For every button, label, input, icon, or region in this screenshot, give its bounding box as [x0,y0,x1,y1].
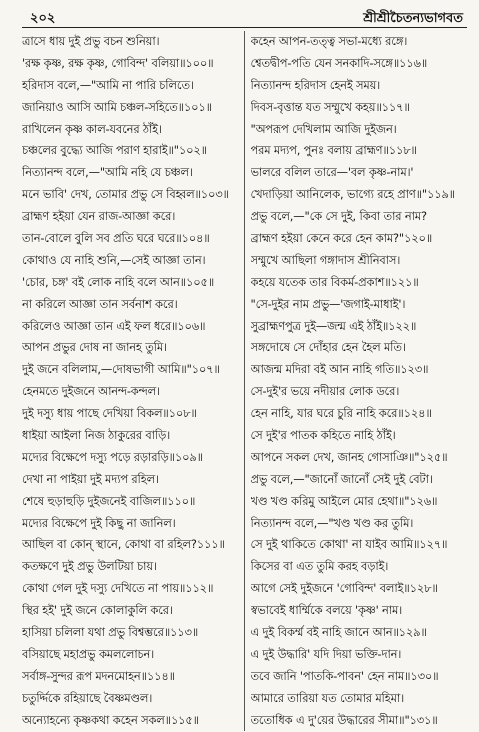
verse-line: এ দুই উদ্ধারি' যদি দিয়া ভক্তি-দান। [250,646,402,661]
verse-line: "সে-দুইর নাম প্রভু—'জগাই-মাধাই'। [250,296,406,311]
verse-line: জানিয়াও আসি আমি চঞ্চল-সহিতে॥১০১॥ [22,99,212,114]
verse-line: 'চোর, চঙ্গ' বই লোক নাহি বলে আন॥১০৫॥ [22,274,215,289]
verse-line: ভালরে বলিল তারে—'বল কৃষ্ণ-নাম।' [250,165,414,180]
verse-line: শ্বেতদ্বীপ-পতি যেন সনকাদি-সঙ্গে॥১১৬॥ [250,55,428,70]
verse-line: "অপরূপ দেখিলাম আজি দুইজন। [250,121,397,136]
header-rule [22,27,467,28]
column-divider [244,31,245,731]
verse-line: নিত্যানন্দ হরিদাস হেনই সময়। [250,77,381,92]
verse-line: তবে জানি 'পাতকি-পাবন' হেন নাম॥১৩০॥ [250,668,439,683]
verse-line: তান-বোলে বুলি সব প্রতি ঘরে ঘরে॥১০৪॥ [22,231,210,246]
verse-line: কতক্ষণে দুই প্রভু উলটিয়া চায়। [22,559,157,574]
verse-line: মনে ভাবি' দেখ, তোমার প্রভু সে বিহ্বল॥১০৩॥ [22,187,229,202]
verse-line: কিসের বা এত তুমি করহ বড়াই। [250,559,389,574]
verse-line: পরম মদ্যপ, পুনঃ বলায় ব্রাহ্মণ॥১১৮॥ [250,143,417,158]
verse-line: মদ্যের বিক্ষেপে দস্যু পড়ে রড়ারড়ি॥১০৯॥ [22,449,203,464]
verse-line: দেখা না পাইয়া দুই মদ্যপ রহিল। [22,471,159,486]
verse-line: ততোধিক এ দু'য়ের উদ্ধারের সীমা॥"১৩১॥ [250,712,438,727]
verse-line: ব্রাহ্মণ হইয়া কেনে করে হেন কাম?"১২০॥ [250,231,433,246]
verse-line: সে-দুই'র ভয়ে নদীয়ার লোক ডরে। [250,384,400,399]
verse-line: প্রভু বলে,—"জানোঁ জানোঁ সেই দুই বেটা। [250,471,433,486]
verse-line: দুই দস্যু ধায় পাছে দেখিয়া বিকল॥১০৮॥ [22,406,197,421]
verse-line: আমারে তারিয়া যত তোমার মহিমা। [250,690,405,705]
verse-line: হরিদাস বলে,—"আমি না পারি চলিতে। [22,77,194,92]
verse-line: আপনে সকল দেখ, জানহ গোসাঞি॥"১২৫॥ [250,449,448,464]
verse-line: আজন্ম মদিরা বই আন নাহি গতি॥১২৩॥ [250,362,429,377]
verse-line: দুই জনে বলিলাম,—দোষভাগী আমি॥"১০৭॥ [22,362,220,377]
verse-line: করিলেও আজ্ঞা তান এই ফল ধরে॥১০৬॥ [22,318,206,333]
verse-line: হেনমতে দুইজনে আনন্দ-কন্দল। [22,384,160,399]
verse-line: হেন নাহি, যার ঘরে চুরি নাহি করে॥১২৪॥ [250,406,432,421]
verse-line: খণ্ড খণ্ড করিমু আইলে মোর হেথা॥"১২৬॥ [250,493,438,508]
verse-line: সঙ্গদোষে সে দোঁহার হেন হৈল মতি। [250,340,406,355]
verse-line: হাসিয়া চলিলা যথা প্রভু বিশ্বম্ভরে॥১১৩॥ [22,625,199,640]
verse-line: আছিল বা কোন্ স্থানে, কোথা বা রহিল?১১১॥ [22,537,225,552]
verse-line: আপন প্রভুর দোষ না জানহ তুমি। [22,340,167,355]
verse-line: বসিয়াছে মহাপ্রভু কমললোচন। [22,646,155,661]
verse-line: ধাইয়া আইলা নিজ ঠাকুরের বাড়ি। [22,428,171,443]
verse-line: নিত্যানন্দ বলে,—"খণ্ড খণ্ড কর তুমি। [250,515,414,530]
verse-line: ত্রাসে ধায় দুই প্রভু বচন শুনিয়া। [22,34,160,48]
left-column [22,31,239,732]
verse-line: ব্রাহ্মণ হইয়া যেন রাজ-আজ্ঞা করে। [22,209,176,224]
verse-line: কোথাও যে নাহি শুনি,—সেই আজ্ঞা তান। [22,252,206,267]
verse-line: অন্যোহন্যে কৃষ্ণকথা কহেন সকল॥১১৫॥ [22,712,199,727]
verse-line: শেষে হুড়াহুড়ি দুইজনেই বাজিল॥১১০॥ [22,493,196,508]
verse-line: খেদাড়িয়া আনিলেক, ভাগ্যে রহে প্রাণ॥"১১৯॥ [250,187,455,202]
text-columns [22,31,467,732]
verse-line: সর্বাঙ্গ-সুন্দর রূপ মদনমোহন॥১১৪॥ [22,668,175,683]
verse-line: কহয়ে যতেক তার বিকর্ম-প্রকাশ॥১২১॥ [250,274,419,289]
verse-line: সে দুই থাকিতে কোথা' না যাইব আমি॥১২৭॥ [250,537,448,552]
verse-line: স্থির হই' দুই জনে কোলাকুলি করে। [22,603,173,618]
verse-line: এ দুই বিকর্ম্ম বই নাহি জানে আন॥১২৯॥ [250,625,427,640]
verse-line: সুব্রাহ্মণপুত্র দুই—জন্ম এই ঠাঁই॥১২২॥ [250,318,417,333]
verse-line: কহেন আপন-তত্ত্ব সভা-মধ্যে রঙ্গে। [250,34,408,48]
verse-line: দিবস-বৃত্তান্ত যত সম্মুখে কহয়॥১১৭॥ [250,99,410,114]
verse-line: স্বভাবেই ধার্ম্মিকে বলয়ে 'কৃষ্ণ' নাম। [250,603,403,618]
verse-line: চতুর্দ্দিকে রহিয়াছে বৈষ্ণমণ্ডল। [22,690,153,705]
verse-line: সে দুই'র পাতক কহিতে নাহি ঠাঁই। [250,428,396,443]
verse-line: নিত্যানন্দ বলে,—"আমি নহি যে চঞ্চল। [22,165,193,180]
page-number: ২০২ [30,11,56,26]
page-header [22,8,467,28]
verse-line: 'রক্ষ কৃষ্ণ, রক্ষ কৃষ্ণ, গোবিন্দ' বলিয়া॥১০০॥ [22,55,214,70]
verse-line: প্রভু বলে,—"কে সে দুই, কিবা তার নাম? [250,209,427,224]
verse-line: সম্মুখে আছিলা গঙ্গাদাস শ্রীনিবাস। [250,252,401,267]
verse-line: না করিলে আজ্ঞা তান সর্বনাশ করে। [22,296,178,311]
verse-line: মদ্যের বিক্ষেপে দুই কিছু না জানিল। [22,515,176,530]
verse-line: আগে সেই দুইজনে 'গোবিন্দ' বলাই॥১২৮॥ [250,581,438,596]
verse-line: কোথা গেল দুই দস্যু দেখিতে না পায়॥১১২॥ [22,581,214,596]
running-title: শ্রীশ্রীচৈতন্যভাগবত [363,11,463,26]
verse-line: রাখিলেন কৃষ্ণ কাল-যবনের ঠাঁই। [22,121,162,136]
verse-line: চঞ্চলের বুদ্ধ্যে আজি পরাণ হারাই॥"১০২॥ [22,143,207,158]
right-column [251,31,468,732]
